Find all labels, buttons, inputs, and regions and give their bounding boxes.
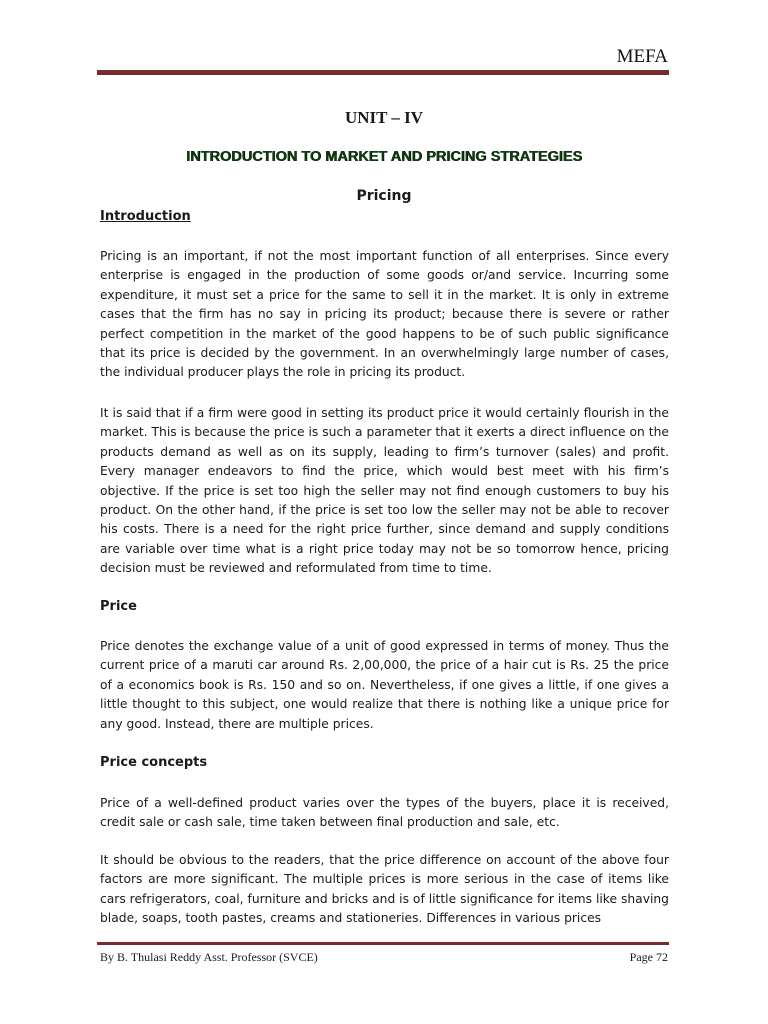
footer-page-number: Page 72: [629, 950, 668, 964]
paragraph-concepts-1: Price of a well-defined product varies over the types of the buyers, place it is received, credit sale or cash sale, time taken between final production and sale, etc.: [100, 796, 669, 830]
unit-title: UNIT – IV: [344, 108, 424, 127]
paragraph-concepts-2: It should be obvious to the readers, that the price difference on account of the above four factors are more significant. The multiple prices is more serious in the case of items like cars refrigerators, coal, furniture and bricks and is of little significance for items like shaving blade, soaps, tooth pastes, creams and stationeries. Differences in various prices: [100, 853, 669, 926]
section-title: Pricing: [356, 188, 412, 204]
heading-price-concepts: Price concepts: [100, 755, 208, 770]
header-rule: [97, 70, 669, 75]
paragraph-price-1: Price denotes the exchange value of a unit of good expressed in terms of money. Thus the current price of a maruti car around Rs. 2,00,000, the price of a hair cut is Rs. 25 the price of a economics book is Rs. 150 and so on. Nevertheless, if one gives a little, if one gives a little thought to this subject, one would realize that there is nothing like a unique price for any good. Instead, there are multiple prices.: [100, 639, 669, 731]
running-header-title: MEFA: [616, 46, 668, 67]
chapter-title: INTRODUCTION TO MARKET AND PRICING STRATEGIES: [185, 149, 583, 165]
footer-rule: [97, 942, 669, 945]
paragraph-intro-1: Pricing is an important, if not the most important function of all enterprises. Since every enterprise is engaged in the production of some goods or/and service. Incurring some expenditure, it must set a price for the same to sell it in the market. It is only in extreme cases that the firm has no say in pricing its product; because there is severe or rather perfect competition in the market of the good happens to be of such public significance that its price is decided by the government. In an overwhelmingly large number of cases, the individual producer plays the role in pricing its product.: [100, 249, 669, 380]
heading-introduction: Introduction: [100, 209, 191, 224]
paragraph-intro-2: It is said that if a firm were good in setting its product price it would certainly flourish in the market. This is because the price is such a parameter that it exerts a direct influence on the products demand as well as on its supply, leading to firm’s turnover (sales) and profit. Every manager endeavors to find the price, which would best meet with his firm’s objective. If the price is set too high the seller may not find enough customers to buy his product. On the other hand, if the price is set too low the seller may not be able to recover his costs. There is a need for the right price further, since demand and supply conditions are variable over time what is a right price today may not be so tomorrow hence, pricing decision must be reviewed and reformulated from time to time.: [100, 406, 669, 576]
heading-price: Price: [100, 599, 137, 614]
footer-author: By B. Thulasi Reddy Asst. Professor (SVCE): [100, 950, 318, 964]
